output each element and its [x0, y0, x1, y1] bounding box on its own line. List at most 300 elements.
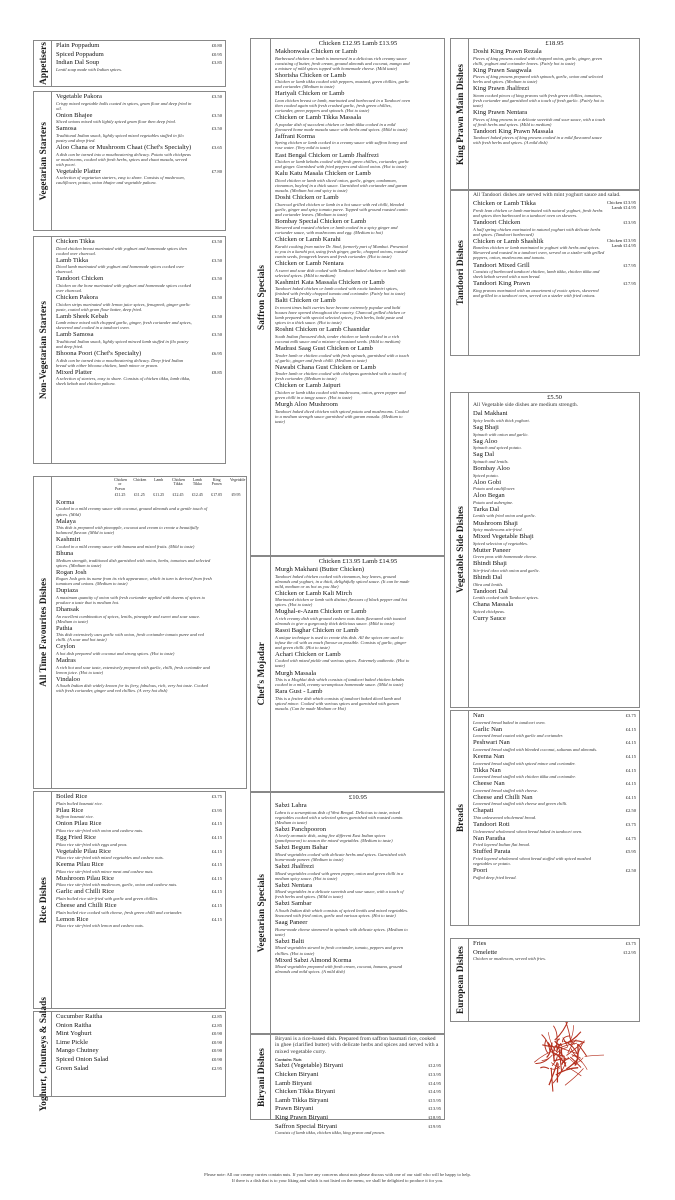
menu-item: [56, 144, 222, 167]
menu-item-name: Onion Raitha: [56, 1021, 92, 1029]
menu-item-description: Pilau rice stir-fried with onion and cashew nuts.: [56, 827, 144, 833]
menu-item-description: Plain boiled rice stir-fried with garlic and green chillies.: [56, 896, 159, 902]
section-title: Tandoori Dishes: [454, 240, 465, 306]
menu-item-description: Medium strength, traditional dish garnished with onion, herbs, tomatoes and selected spices. (Medium to taste): [56, 557, 211, 568]
menu-item-price: £4.15: [211, 848, 222, 854]
menu-item-description: Lean chicken breast or lamb, marinated and barbecued in a Tandoori oven then cooked again with fresh crushed garlic, fresh green chillies, coriander, green peppers and spinach. (Hot to taste): [275, 98, 411, 114]
menu-item-name: Chicken Tikka: [56, 238, 95, 245]
menu-item: [275, 114, 441, 132]
menu-item-name: Chicken or Lamb Tikka: [473, 200, 536, 208]
menu-item-price: £2.95: [211, 1065, 222, 1071]
menu-item-price: £12.95: [428, 1063, 441, 1069]
menu-item: [56, 238, 222, 256]
menu-item-description: Charcoal grilled chicken or lamb in a hot sauce with red chilli, blended garlic, ginger and spicy tomato puree. Topped with ground roasted cumin and coriander leaves. (Medium to taste): [275, 201, 408, 217]
footer-note: [60, 1172, 615, 1184]
menu-item-name: Lamb Biryani: [275, 1079, 312, 1087]
menu-item-price: Chicken £13.95 Lamb £14.95: [606, 237, 636, 248]
menu-item: [473, 560, 636, 573]
menu-item: [56, 807, 222, 820]
menu-item-name: Tandoori Roti: [473, 821, 510, 829]
section-body: [469, 711, 639, 925]
section-body: [52, 1012, 225, 1096]
menu-item: [275, 297, 441, 325]
menu-item-price: £3.75: [211, 794, 222, 799]
menu-item-price: £3.75: [625, 941, 636, 946]
menu-item: [56, 820, 222, 833]
menu-item-price: £13.95: [428, 1072, 441, 1078]
menu-item: [56, 369, 222, 387]
menu-item-description: Lentils cooked with Tandoori spices.: [473, 595, 539, 601]
menu-item-price: £3.75: [625, 713, 636, 718]
menu-item: [275, 882, 441, 900]
menu-item: [56, 1022, 222, 1030]
menu-item: [275, 670, 441, 688]
menu-item-description: Lentil soup made with Indian spices.: [56, 66, 122, 72]
menu-item: [56, 313, 222, 331]
menu-item: [473, 492, 636, 505]
menu-item: [56, 1039, 222, 1047]
menu-item: [275, 863, 441, 881]
menu-item: [56, 569, 243, 587]
menu-item-name: Mango Chutney: [56, 1047, 99, 1055]
menu-item-name: Sabzi Begum Bahar: [275, 844, 328, 852]
menu-item-name: Pilau Rice: [56, 806, 84, 814]
menu-item-name: Samosa: [56, 125, 77, 133]
section-title: Yoghurt, Chutneys & Salads: [37, 996, 48, 1112]
menu-item-name: Spiced Poppadum: [56, 50, 104, 58]
menu-item: [275, 364, 441, 382]
menu-item: [473, 588, 636, 601]
menu-item-name: Chicken or Lamb Tikka Massala: [275, 114, 362, 122]
menu-item-name: Nan Paratha: [473, 834, 506, 842]
menu-item-price: £0.90: [211, 1031, 222, 1037]
section-body: [271, 39, 444, 555]
menu-item-description: Pieces of king prawns cooked with chopped onion, garlic, ginger, green chilli, yoghurt and coriander leaves. (Fairly hot to taste): [473, 55, 602, 66]
menu-item: [56, 643, 243, 656]
menu-item-price: £13.95: [428, 1106, 441, 1112]
protein-price: £12.45: [191, 491, 203, 497]
menu-item: [56, 1047, 222, 1055]
menu-item-price: £6.95: [211, 351, 222, 357]
menu-item-name: Mushroom Bhaji: [473, 519, 518, 527]
menu-item-description: In recent times balti curries have become extremely popular and balti houses have opened throughout the country. Charcoal grilled chicken or lamb prepared with special selected spices, fresh herbs, balti paste and spices in a thick sauce. (Hot to taste): [275, 305, 406, 326]
menu-item-name: Tandoori Chicken: [56, 275, 104, 283]
menu-item: [56, 350, 222, 368]
menu-item: [473, 280, 636, 298]
menu-item-price: £4.15: [625, 767, 636, 773]
menu-item-price: £14.95: [428, 1089, 441, 1095]
menu-item-description: Puffed deep fried bread.: [473, 874, 517, 880]
menu-item: [56, 875, 222, 888]
protein-label: King Prawn: [211, 478, 222, 487]
menu-item-name: Chicken Biryani: [275, 1071, 319, 1079]
menu-item-description: Pilau rice stir-fried with lemon and cashew nuts.: [56, 923, 144, 929]
menu-item: [275, 1114, 441, 1122]
menu-item-description: Pilau rice stir-fried with mince meat and cashew nuts.: [56, 868, 154, 874]
menu-item-price: £0.90: [211, 1056, 222, 1062]
menu-item-description: A rich hot and sour taste, extensively prepared with garlic, chilli, fresh coriander and lemon juice. (Hot to taste): [56, 664, 210, 675]
menu-item: [473, 520, 636, 533]
menu-item-name: Rara Gust - Lamb: [275, 688, 323, 696]
menu-item-description: Unleavened wholemeal wheat bread baked in tandoori oven.: [473, 828, 583, 834]
menu-item: [56, 59, 222, 72]
menu-item-description: Spiced chickpeas.: [473, 608, 505, 614]
menu-item: [275, 1071, 441, 1079]
menu-item-name: Sag Aloo: [473, 437, 498, 445]
menu-item-description: Cooked with mixed pickle and various spices. Extremely authentic. (Hot to taste): [275, 658, 410, 669]
menu-item: [56, 257, 222, 275]
menu-item-description: A sweet and sour dish cooked with Tandoori baked chicken or lamb with selected spices. (Mild to medium): [275, 267, 406, 278]
menu-item-name: Chicken or Lamb Kali Mirch: [275, 589, 352, 597]
menu-item: [56, 112, 222, 125]
menu-item: [473, 479, 636, 492]
menu-item: [473, 262, 636, 280]
menu-item-price: £4.15: [211, 862, 222, 868]
menu-item-name: Vindaloo: [56, 675, 81, 683]
menu-item-name: Onion Pilau Rice: [56, 820, 102, 828]
menu-item-name: Lime Pickle: [56, 1038, 89, 1046]
menu-item-name: Bombay Aloo: [473, 464, 510, 472]
menu-item-description: Pilau rice stir-fried with mixed vegetables and cashew nuts.: [56, 855, 164, 861]
menu-item: [275, 194, 441, 217]
menu-item-name: Bhoona Poori (Chef's Specialty): [56, 350, 142, 358]
protein-label: Chicken: [133, 478, 147, 482]
menu-item-name: King Prawn Jhalfrezi: [473, 85, 530, 93]
menu-item-name: Tarka Dal: [473, 505, 500, 513]
menu-item-name: Mixed Vegetable Bhaji: [473, 533, 534, 541]
menu-item: [56, 499, 243, 517]
menu-item: [275, 260, 441, 278]
menu-item-name: Sag Dal: [473, 451, 495, 459]
menu-item-price: £4.15: [211, 889, 222, 895]
menu-item-description: Pieces of king prawns prepared with spinach, garlic, onion and selected herbs and spices. (Medium to taste): [473, 74, 603, 85]
menu-item-description: Pilau rice stir-fried with eggs and peas.: [56, 841, 128, 847]
menu-item-price: £4.15: [211, 821, 222, 827]
menu-item-name: Rasoi Baghar Chicken or Lamb: [275, 627, 359, 635]
menu-item-description: King prawns marinated with an assortment of exotic spices, skewered and grilled in a tandoori oven, served on a sizzler with fried onions.: [473, 287, 599, 298]
menu-item: [473, 794, 636, 807]
menu-item-description: A rich creamy dish with ground cashew nuts thats flavoured with toasted almonds to give a gorgeously thick delicious sauce. (Mild to taste): [275, 616, 406, 627]
menu-item-description: A South Indian dish which consists of spiced lentils and mixed vegetables. Seasoned with fried onion, garlic and various spices. (Hot to taste): [275, 908, 409, 919]
menu-item-name: Peshwari Nan: [473, 739, 510, 747]
menu-item-description: Chicken strips marinated with lemon juice spices, fenugreek, ginger garlic paste, coated with gram flour batter, deep fried.: [56, 301, 191, 312]
menu-item-name: Shorisha Chicken or Lamb: [275, 71, 346, 79]
protein-price: £11.25: [114, 491, 126, 497]
menu-item: [275, 651, 441, 669]
section-european-dishes: [450, 938, 640, 1022]
menu-item-description: Cooked in a mild creamy sauce with banana and mixed fruits. (Mild to taste): [56, 543, 195, 549]
menu-item: [56, 51, 222, 59]
menu-item: [56, 331, 222, 349]
menu-item-description: Rogan Josh gets its name from its rich appearance, which in turn is derived from fresh tomatoes and onions. (Medium to taste): [56, 576, 212, 587]
section-title-bar: [251, 1035, 271, 1119]
menu-item-description: Saffron basmati rice.: [56, 814, 94, 820]
menu-item: [275, 566, 441, 589]
menu-item-description: A dish can be turned into a mouthwatering delicacy. Potato with chickpeas or mushrooms, cooked with fresh herbs, spices and chaat masala, served with poori.: [56, 151, 191, 167]
menu-item: [275, 802, 441, 825]
menu-item-name: Saffron Special Biryani: [275, 1122, 338, 1130]
menu-item: [275, 218, 441, 236]
menu-item-name: Lemon Rice: [56, 915, 89, 923]
menu-item-description: Fried layered Indian flat bread.: [473, 842, 531, 848]
section-title-bar: [34, 792, 52, 1008]
menu-item-name: Keema Nan: [473, 752, 505, 760]
menu-item-description: A unique technique is used to create this dish. All the spices are used to infuse the oil with as much flavour as possible. Consists of garlic, ginger and green chilli. (Hot to taste): [275, 634, 407, 650]
menu-item-name: King Prawn Saagwala: [473, 66, 532, 74]
menu-item: [275, 279, 441, 297]
menu-item-name: Bhuna: [56, 549, 74, 557]
protein-header-row: [56, 478, 246, 492]
menu-item-description: Leavened bread stuffed with cheese.: [473, 787, 538, 793]
menu-item: [275, 90, 441, 113]
menu-item-price: £0.95: [211, 51, 222, 57]
menu-item: [473, 949, 636, 962]
protein-label: Vegetable: [229, 478, 246, 482]
menu-item-description: Lentils with fried onion and garlic.: [473, 513, 537, 519]
menu-item: [56, 587, 243, 605]
menu-item: [56, 93, 222, 111]
menu-item-name: Aloo Gobi: [473, 478, 502, 486]
menu-item-name: Saag Paneer: [275, 919, 308, 927]
menu-item-name: Mixed Sabzi Almond Korma: [275, 956, 352, 964]
menu-item-name: Lamb Tikka: [56, 256, 89, 264]
menu-item: [473, 574, 636, 587]
section-body: [52, 237, 225, 463]
menu-item-description: Plain boiled basmati rice.: [56, 800, 103, 806]
menu-item-name: Nan: [473, 712, 484, 719]
menu-item-price: £3.50: [211, 126, 222, 132]
menu-item-description: Stir-fried okra with onion and garlic.: [473, 568, 540, 574]
menu-item-name: Garlic Nan: [473, 725, 503, 733]
menu-item-price: £0.90: [211, 1039, 222, 1045]
menu-item-description: Cooked in a mild creamy sauce with coconut, ground almonds and a gentle touch of spices. (Mild): [56, 506, 208, 517]
menu-item-name: Bombay Special Chicken or Lamb: [275, 217, 367, 225]
menu-item-description: Mixed vegetables prepared with fresh cream, coconut, banana, ground almonds and mild spices. (A mild dish): [275, 964, 403, 975]
menu-item: [473, 821, 636, 834]
section-body: [271, 793, 444, 1033]
menu-item: [275, 900, 441, 918]
saffron-thread: [557, 1063, 558, 1082]
menu-item-name: Cucumber Raitha: [56, 1013, 103, 1020]
protein-label: Chicken Tikka: [171, 478, 185, 487]
menu-item-description: Crispy mixed vegetable balls coated in spices, gram flour and deep fried in oil.: [56, 100, 192, 111]
menu-item: [473, 739, 636, 752]
menu-item-name: Madras: [56, 656, 76, 664]
menu-item-name: Chicken or Lamb Shashlik: [473, 237, 544, 245]
menu-item: [473, 807, 636, 820]
menu-item-name: Indian Dal Soup: [56, 59, 100, 67]
menu-item-description: Steam cooked pieces of king prawns with fresh green chillies, tomatoes, fresh coriander and garnished with a touch of fresh garlic. (Fairly hot to taste): [473, 92, 605, 109]
menu-item-description: Leavened bread stuffed with cheese and green chilli.: [473, 801, 568, 807]
menu-item: [275, 170, 441, 193]
menu-item: [56, 1013, 222, 1021]
menu-item: [275, 919, 441, 937]
section-body: [271, 1035, 444, 1136]
menu-item-name: Balti Chicken or Lamb: [275, 297, 336, 305]
menu-item-description: Leavened bread coated with garlic and coriander.: [473, 733, 563, 739]
menu-item-price: £2.85: [211, 1014, 222, 1019]
menu-item-price: £4.15: [625, 753, 636, 759]
menu-item-price: £2.50: [625, 808, 636, 814]
menu-item: [473, 547, 636, 560]
menu-item-price: £2.85: [211, 1022, 222, 1028]
section-title-bar: [451, 39, 469, 189]
section-body: [52, 792, 225, 1008]
menu-item-name: Prawn Biryani: [275, 1105, 314, 1113]
menu-item-description: Spinach and spiced potato.: [473, 445, 522, 451]
menu-item: [473, 848, 636, 866]
menu-item: [473, 601, 636, 614]
menu-item: [275, 1097, 441, 1105]
menu-item: [473, 219, 636, 237]
menu-item-description: Chicken or mushroom, served with fries.: [473, 956, 546, 962]
menu-item-name: Sabzi (Vegetable) Biryani: [275, 1062, 344, 1070]
menu-item-name: Madrasi Saag Gust Chicken or Lamb: [275, 344, 373, 352]
menu-item-name: Nawabi Chana Gust Chicken or Lamb: [275, 363, 376, 371]
menu-item-price: £3.50: [211, 112, 222, 118]
menu-item-description: Fresh lean chicken or lamb marinated with natural yoghurt, fresh herbs and spices then barbecued in a tandoori oven on skewers.: [473, 208, 603, 219]
menu-item-name: Sabzi Lahra: [275, 802, 307, 809]
menu-item-description: A selection of vegetarian starters, easy to share. Consists of mushroom, cauliflower, potato, onion bhajee and vegetable pakora.: [56, 175, 185, 186]
menu-item-name: Stuffed Parata: [473, 848, 511, 856]
menu-item: [473, 465, 636, 478]
menu-item-description: Spicy lentils with thick yoghurt.: [473, 418, 530, 423]
menu-item-name: Cheese and Chilli Nan: [473, 793, 533, 801]
section-breads: [450, 710, 640, 926]
menu-item: [56, 793, 222, 806]
menu-item: [56, 168, 222, 186]
menu-item-description: Plain boiled rice cooked with cheese, fresh green chilli and coriander.: [56, 909, 183, 915]
section-title-bar: [451, 393, 469, 707]
menu-item: [275, 133, 441, 151]
menu-item-name: Sabzi Balti: [275, 937, 305, 945]
menu-item: [275, 382, 441, 400]
saffron-thread: [561, 1047, 562, 1056]
menu-item-price: £17.95: [623, 262, 636, 268]
menu-item-name: Keema Pilau Rice: [56, 861, 104, 869]
menu-item-name: Chicken or Lamb Nentara: [275, 260, 344, 268]
menu-item-description: Boneless chicken or lamb marinated in yoghurt with herbs and spices. Skewered and roasted in a tandoori oven, served on a sizzler with grilled peppers, onion, mushrooms and tomato.: [473, 245, 605, 261]
menu-item-description: Mixed vegetables cooked with delicate herbs and spices. Garnished with home-made paneer. (Medium to taste): [275, 852, 406, 863]
section-title: All Time Favourites Dishes: [37, 578, 48, 687]
menu-item-name: Korma: [56, 498, 75, 506]
menu-item-description: Diced chicken or lamb with sliced onion, garlic, ginger, cardamom, cinnamon, bayleaf in a thick sauce. Garnished with coriander and garam masala. (Medium hot and spicy to taste): [275, 177, 408, 193]
menu-item-description: Tandoori baked diced chicken with spiced potato and mushrooms. Cooked in a medium strength sauce garnished with garam masala. (Medium to taste): [275, 408, 409, 424]
menu-item-description: Barbecued chicken or lamb is immersed in a delicious rich creamy sauce consisting of butter, fresh cream, ground almonds and coconut, mango and a mixture of mild spices topped with homemade cheese. (Mild taste): [275, 55, 410, 71]
menu-item-name: Sag Bhaji: [473, 424, 499, 432]
menu-item-description: Tender lamb or chicken cooked with chickpeas garnished with a touch of fresh coriander. (Medium to taste): [275, 371, 407, 382]
menu-item-name: Malaya: [56, 517, 76, 525]
menu-item-price: £4.15: [211, 903, 222, 909]
section-body: [52, 92, 225, 230]
menu-item: [56, 676, 243, 694]
menu-item-description: Chicken on the bone marinated with yoghurt and homemade spices cooked over charcoal.: [56, 282, 191, 294]
section-vegetarian-specials: [250, 792, 445, 1034]
menu-item-description: A South Indian dish widely known for its fiery, fabulous, rich, very hot taste. Cooked with fresh coriander, ginger and red chillies. (A very hot dish): [56, 683, 208, 694]
menu-item-name: Murgh Aloo Mushroom: [275, 401, 338, 409]
menu-item: [473, 85, 636, 108]
menu-item: [56, 536, 243, 549]
menu-item-price: £4.15: [625, 726, 636, 732]
menu-item: [275, 401, 441, 424]
menu-item-name: Kashmiri Kata Massala Chicken or Lamb: [275, 278, 385, 286]
menu-item-name: Mushroom Pilau Rice: [56, 874, 114, 882]
menu-item: [473, 410, 636, 423]
menu-item: [275, 1105, 441, 1113]
saffron-thread: [585, 1055, 604, 1056]
menu-item-name: Jaffrani Korma: [275, 132, 315, 140]
menu-item: [275, 326, 441, 344]
menu-item: [473, 712, 636, 725]
section-body: [271, 557, 444, 791]
menu-item: [473, 451, 636, 464]
menu-item-price: £0.90: [211, 1048, 222, 1054]
menu-item-name: Chicken or Lamb Karahi: [275, 236, 341, 244]
section-title: Breads: [454, 804, 465, 832]
menu-item-name: Plain Poppadum: [56, 42, 100, 49]
section-body: [469, 393, 639, 707]
menu-item: [56, 657, 243, 675]
menu-item-description: Karahi cooking from native Dr. Sind, formerly part of Mumbai. Presented to you in a karahi pot, using fresh ginger, garlic, chopped onions, roasted cumin seeds, fenugreek leaves and fresh coriander. (Hot to taste): [275, 243, 408, 260]
menu-item-price: £5.95: [625, 849, 636, 855]
menu-item-price: £4.15: [625, 781, 636, 787]
menu-item-name: Vegetable Pakora: [56, 93, 102, 100]
menu-item: [56, 42, 222, 50]
menu-item-name: Sabzi Jhalfrezi: [275, 863, 314, 871]
menu-item-name: Fries: [473, 940, 487, 947]
menu-item: [473, 753, 636, 766]
saffron-thread: [562, 1036, 569, 1042]
menu-item-description: This dish is prepared with pineapple, coconut and cream to create a beautifully balanced flavour. (Mild to taste): [56, 525, 199, 536]
menu-item: [56, 1065, 222, 1073]
menu-item-description: Spinach and lentils.: [473, 458, 509, 464]
section-chef-s-mojadar: [250, 556, 445, 792]
menu-item-price: £4.15: [211, 875, 222, 881]
section-biryani-dishes: [250, 1034, 445, 1136]
section-title: Chef's Mojadar: [255, 642, 266, 706]
menu-item-name: Kalu Katu Masala Chicken or Lamb: [275, 170, 371, 178]
menu-item: [56, 916, 222, 929]
menu-item: [473, 506, 636, 519]
menu-item: [56, 848, 222, 861]
menu-item-description: An excellent combination of spices, lentils, pineapple and sweet and sour sauce. (Medium to taste): [56, 613, 201, 624]
menu-item-price: £3.50: [211, 276, 222, 282]
section-title: European Dishes: [454, 946, 465, 1014]
menu-item-name: Lamb Sheek Kebab: [56, 312, 108, 320]
section-title-bar: [451, 939, 469, 1021]
menu-item-name: Onion Bhajee: [56, 111, 93, 119]
protein-price: £17.05: [211, 491, 223, 497]
section-price-header: £18.95: [545, 40, 564, 47]
menu-item-description: Thin unleavened wholemeal bread.: [473, 815, 537, 821]
section-title: Non-Vegetarian Starters: [37, 300, 48, 400]
menu-item-name: Lamb Samosa: [56, 331, 94, 339]
menu-item-price: £3.95: [211, 807, 222, 813]
section-intro: Biryani is a rice-based dish. Prepared from saffron basmati rice, cooked in ghee (clarified butter) with delicate herbs and spices and served with a mixed vegetable curry.: [275, 1036, 439, 1055]
menu-item-name: Murgh Massala: [275, 669, 317, 677]
protein-price: £12.45: [172, 491, 184, 497]
menu-item-price: £7.80: [211, 168, 222, 174]
menu-item-name: Vegetable Pilau Rice: [56, 847, 111, 855]
menu-item-price: £8.85: [211, 369, 222, 375]
menu-item-name: Spiced Onion Salad: [56, 1055, 109, 1063]
menu-item: [275, 1080, 441, 1088]
menu-item-name: Doshi King Prawn Rezala: [473, 48, 542, 55]
menu-item-description: Tandoori baked pieces of king prawns cooked in a mild flavoured sauce with fresh herbs and spices. (A mild dish): [473, 135, 603, 146]
menu-item-description: Leavened bread stuffed with chicken tikka and coriander.: [473, 774, 576, 780]
menu-item-price: £3.50: [211, 313, 222, 319]
menu-item-description: Consists of lamb tikka, chicken tikka, king prawn and prawn.: [275, 1130, 385, 1136]
